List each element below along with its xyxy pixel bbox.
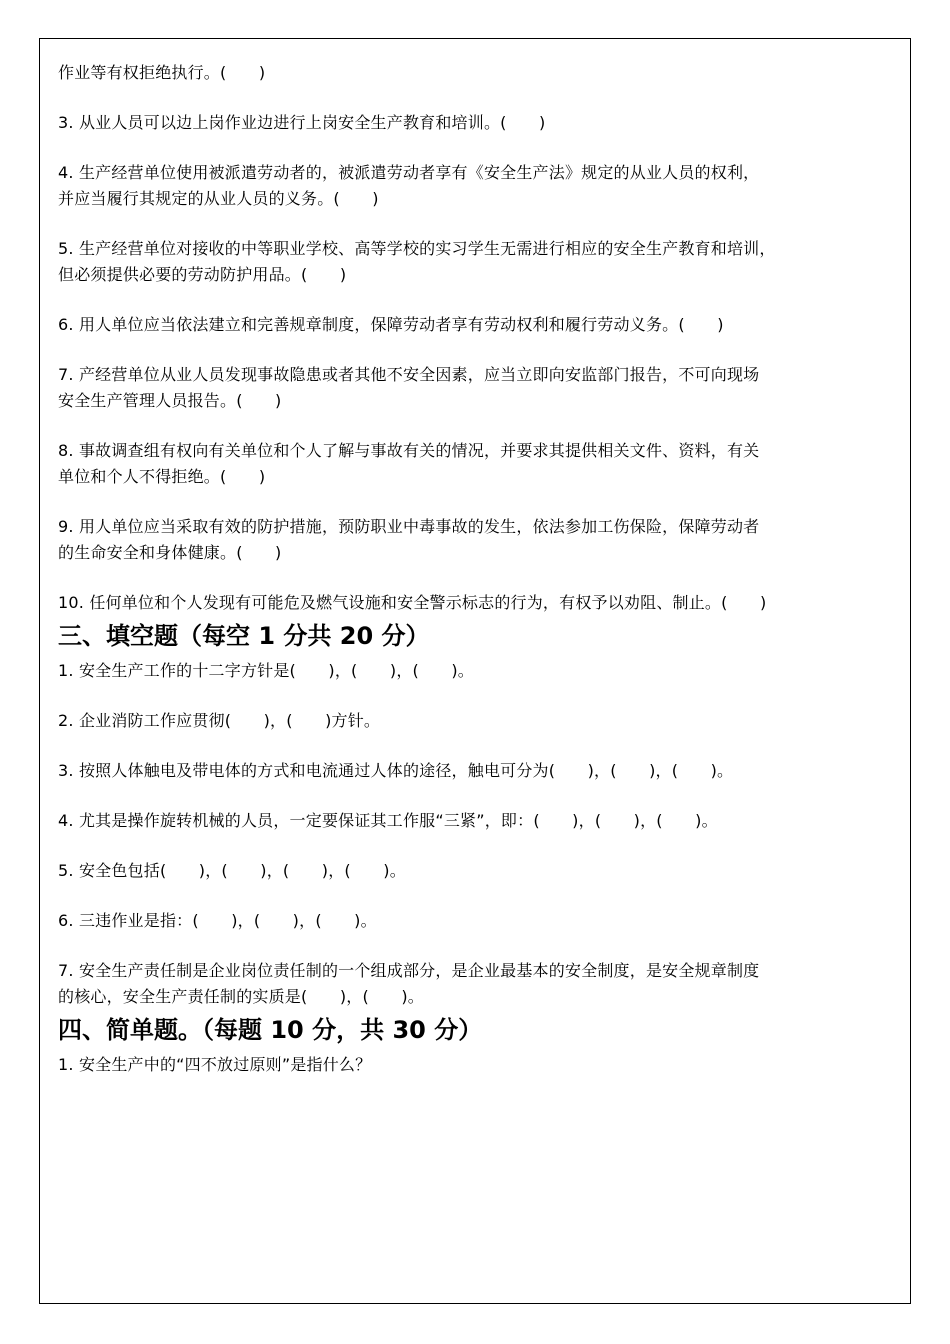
judgement-item-7: 7. 产经营单位从业人员发现事故隐患或者其他不安全因素，应当立即向安监部门报告，不可向现场 安全生产管理人员报告。( ) [58, 365, 760, 410]
short-answer-item-1: 1. 安全生产中的“四不放过原则”是指什么？ [58, 1055, 372, 1074]
section-3-heading: 三、填空题（每空 1 分共 20 分） [58, 622, 430, 650]
fill-blank-item-3: 3. 按照人体触电及带电体的方式和电流通过人体的途径，触电可分为( )，( )，( )。 [58, 761, 734, 780]
judgement-item-9: 9. 用人单位应当采取有效的防护措施，预防职业中毒事故的发生，依法参加工伤保险，保障劳动者 的生命安全和身体健康。( ) [58, 517, 760, 562]
document-content [58, 60, 906, 1102]
fill-blank-item-1: 1. 安全生产工作的十二字方针是( )，( )，( )。 [58, 661, 475, 680]
fill-blank-section [58, 620, 906, 1010]
fill-blank-item-7: 7. 安全生产责任制是企业岗位责任制的一个组成部分，是企业最基本的安全制度，是安全规章制度 的核心，安全生产责任制的实质是( )，( )。 [58, 961, 760, 1006]
judgement-item-continued: 作业等有权拒绝执行。( ) [58, 63, 266, 82]
judgement-item-3: 3. 从业人员可以边上岗作业边进行上岗安全生产教育和培训。( ) [58, 113, 546, 132]
fill-blank-item-4: 4. 尤其是操作旋转机械的人员，一定要保证其工作服“三紧”，即：( )，( )，( )。 [58, 811, 718, 830]
short-answer-section [58, 1014, 906, 1078]
judgement-item-5: 5. 生产经营单位对接收的中等职业学校、高等学校的实习学生无需进行相应的安全生产教育和培训， 但必须提供必要的劳动防护用品。( ) [58, 239, 776, 284]
fill-blank-item-5: 5. 安全色包括( )，( )，( )，( )。 [58, 861, 406, 880]
judgement-item-6: 6. 用人单位应当依法建立和完善规章制度，保障劳动者享有劳动权利和履行劳动义务。( ) [58, 315, 724, 334]
judgement-item-8: 8. 事故调查组有权向有关单位和个人了解与事故有关的情况，并要求其提供相关文件、资料，有关 单位和个人不得拒绝。( ) [58, 441, 760, 486]
section-4-heading: 四、简单题。（每题 10 分，共 30 分） [58, 1016, 483, 1044]
judgement-item-10: 10. 任何单位和个人发现有可能危及燃气设施和安全警示标志的行为，有权予以劝阻、制止。( ) [58, 593, 767, 612]
fill-blank-item-6: 6. 三违作业是指：( )，( )，( )。 [58, 911, 377, 930]
judgement-section [58, 60, 906, 616]
fill-blank-item-2: 2. 企业消防工作应贯彻( )，( )方针。 [58, 711, 381, 730]
judgement-item-4: 4. 生产经营单位使用被派遣劳动者的，被派遣劳动者享有《安全生产法》规定的从业人员的权利， 并应当履行其规定的从业人员的义务。( ) [58, 163, 760, 208]
